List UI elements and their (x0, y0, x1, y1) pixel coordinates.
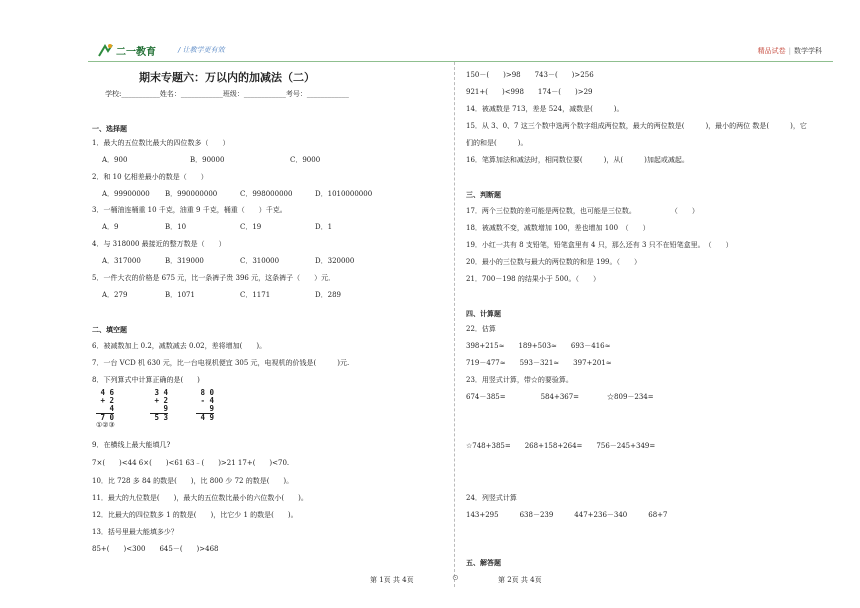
q2-option-a: A．99900000 (102, 190, 150, 198)
calc-2-op: + 2 9 (154, 396, 168, 413)
q10: 10．比 728 多 84 的数是( )，比 800 少 72 的数是( )。 (92, 477, 294, 485)
calc-3-top: 8 0 (200, 388, 214, 397)
q2-option-c: C．998000000 (240, 190, 293, 198)
site-logo (96, 42, 166, 60)
q3-option-c: C．19 (240, 223, 262, 231)
logo-text: 二一教育 (116, 47, 156, 58)
q22-line-2: 719－477≈ 593－321≈ 397+201≈ (466, 359, 612, 367)
brand-subject: 数学学科 (794, 47, 822, 55)
section-fill: 二、填空题 (92, 326, 127, 334)
calc-1-op: + 2 4 (100, 396, 114, 413)
q24-line: 143+295 638－239 447+236－340 68+7 (466, 511, 668, 519)
q1-option-b: B．90000 (190, 156, 225, 164)
q12: 12．比最大的四位数多 1 的数是( )，比它少 1 的数是( )。 (92, 511, 298, 519)
q5-option-d: D．289 (315, 291, 341, 299)
q13-line-2: 150－( )>98 743－( )>256 (466, 71, 594, 79)
q13-line: 85+( )<300 645－( )>468 (92, 545, 219, 553)
q5-option-b: B．1071 (165, 291, 195, 299)
q17: 17．两个三位数的差可能是两位数，也可能是三位数。 （ ） (466, 207, 699, 215)
page-number-right: 第 2页 共 4页 (498, 576, 542, 584)
calc-2-result: 5 3 (150, 413, 168, 422)
q24: 24．列竖式计算 (466, 494, 517, 502)
q3-option-a: A．9 (102, 223, 119, 231)
q22: 22．估算 (466, 325, 496, 333)
q4-option-a: A．317000 (102, 257, 141, 265)
binding-mark-icon: ⊙ (452, 573, 459, 582)
q13-stem: 13．括号里最大能填多少？ (92, 528, 178, 536)
page-divider (454, 62, 455, 587)
q19: 19．小红一共有 8 支铅笔，铅笔盒里有 4 只，那么还有 3 只不在铅笔盒里。 （ ） (466, 241, 733, 249)
logo-figure-icon (96, 42, 166, 60)
q7: 7．一台 VCD 机 630 元，比一台电视机便宜 305 元，电视机的价钱是( )元. (92, 359, 350, 367)
q3-stem: 3．一桶油连桶重 10 千克，油重 9 千克，桶重（ ）千克。 (92, 206, 287, 214)
q15-line-2: 们的和是( )。 (466, 139, 528, 147)
q14: 14．被减数是 713，差是 524，减数是( )。 (466, 105, 624, 113)
q16: 16．笔算加法和减法时，相同数位要( )，从( )加起或减起。 (466, 156, 689, 164)
q21: 21．700－198 的结果小于 500。（ ） (466, 275, 600, 283)
q18: 18．被减数不变，减数增加 100，差也增加 100 （ ） (466, 224, 650, 232)
student-info-line: 学校:___________姓名：____________班级：____________考号：____________ (105, 90, 349, 98)
q1-option-a: A．900 (102, 156, 128, 164)
q4-stem: 4．与 318000 最接近的整万数是（ ） (92, 240, 226, 248)
q23: 23．用竖式计算，带☆的要验算。 (466, 376, 573, 384)
section-choice: 一、选择题 (92, 125, 127, 133)
q2-stem: 2．和 10 亿相差最小的数是（ ） (92, 173, 208, 181)
calc-3-op: - 4 9 (200, 396, 214, 413)
q23-line-1: 674－385= 584+367= ☆809－234= (466, 393, 654, 401)
q9-stem: 9．在横线上最大能填几? (92, 441, 171, 449)
vertical-calc-3 (196, 389, 214, 422)
q13-line-3: 921+( )<998 174－( )>29 (466, 88, 593, 96)
q3-option-b: B．10 (165, 223, 187, 231)
q9-line: 7×( )<44 6×( )<61 63﹣( )>21 17+( )<70. (92, 459, 290, 467)
q4-option-d: D．320000 (315, 257, 355, 265)
q11: 11．最大的九位数是( )，最大的五位数比最小的六位数小( )。 (92, 494, 308, 502)
q2-option-b: B．990000000 (165, 190, 218, 198)
q8-stem: 8．下列算式中计算正确的是( ) (92, 376, 200, 384)
section-answer: 五、解答题 (466, 559, 501, 567)
section-judge: 三、判断题 (466, 191, 501, 199)
q8-marks: ①②③ (96, 421, 115, 429)
q22-line-1: 398+215≈ 189+503≈ 693－416≈ (466, 342, 611, 350)
q4-option-b: B．319000 (165, 257, 204, 265)
calc-2-top: 3 4 (154, 388, 168, 397)
slogan: / 让教学更有效 (178, 46, 225, 54)
page-number-left: 第 1页 共 4页 (370, 576, 414, 584)
q15-line-1: 15．从 3、0、7 这三个数中选两个数字组成两位数，最大的两位数是( )，最小的两位 数是( )，它 (466, 122, 807, 130)
brand-tag (758, 46, 822, 56)
section-calc: 四、计算题 (466, 310, 501, 318)
calc-1-result: 7 0 (96, 413, 114, 422)
q20: 20．最小的三位数与最大的两位数的和是 199。（ ） (466, 258, 641, 266)
q1-stem: 1．最大的五位数比最大的四位数多（ ） (92, 139, 230, 147)
brand-red: 精品试卷 (757, 47, 786, 55)
vertical-calc-2 (150, 389, 168, 422)
q4-option-c: C．310000 (240, 257, 280, 265)
q3-option-d: D．1 (315, 223, 333, 231)
q5-option-c: C．1171 (240, 291, 271, 299)
q5-option-a: A．279 (102, 291, 128, 299)
page-title: 期末专题六：万以内的加减法（二） (139, 71, 315, 84)
q2-option-d: D．1010000000 (315, 190, 373, 198)
vertical-calc-1 (96, 389, 114, 422)
q23-line-2: ☆748+385= 268+158+264= 756－245+349= (466, 442, 656, 450)
q5-stem: 5．一件大衣的价格是 675 元，比一条裤子贵 396 元，这条裤子（ ）元． (92, 274, 336, 282)
q1-option-c: C．9000 (290, 156, 321, 164)
brand-separator: | (788, 47, 791, 55)
q6: 6．被减数加上 0.2，减数减去 0.02，差将增加( )。 (92, 342, 267, 350)
calc-1-top: 4 6 (100, 388, 114, 397)
header-rule (88, 61, 833, 62)
calc-3-result: 4 9 (196, 413, 214, 422)
